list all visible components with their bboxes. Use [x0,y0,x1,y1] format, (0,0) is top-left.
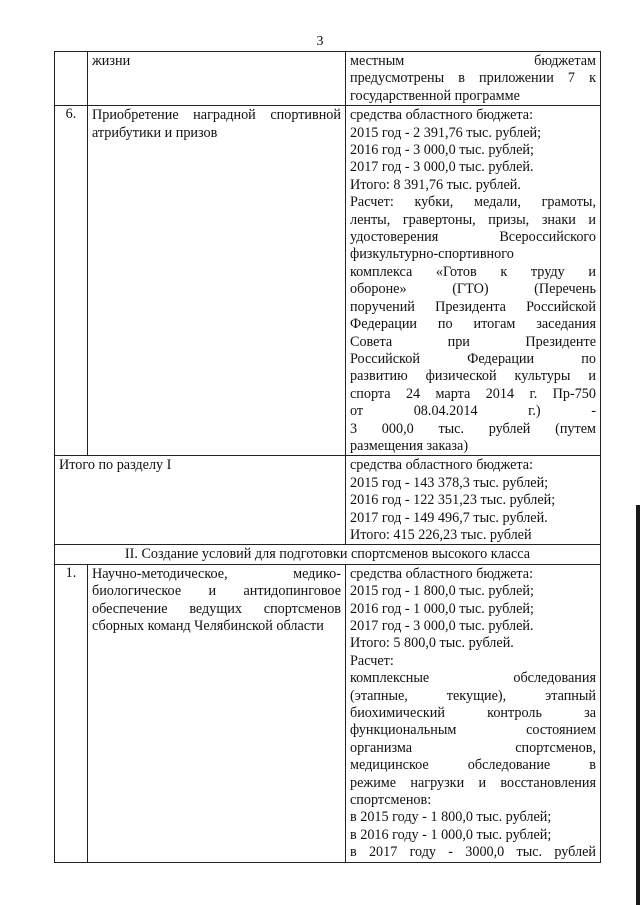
row-number-cell [55,52,88,106]
text-line: развитию физической культуры и [350,368,596,385]
text-line: биохимический контроль за [350,705,596,722]
row-number-cell: 1. [55,564,88,862]
right-cell-item-1 [346,564,601,862]
text-line: 3 000,0 тыс. рублей (путем [350,420,596,437]
text-line: режиме нагрузки и восстановления [350,774,596,791]
text-line: средства областного бюджета: [350,565,534,582]
text-line: организма спортсменов, [350,739,596,756]
text-line: местным бюджетам [350,53,596,69]
text-line: спорта 24 марта 2014 г. Пр-750 [350,385,596,402]
text-line: обороне» (ГТО) (Перечень [350,281,596,298]
text-line: предусмотрены в приложении 7 к [350,70,596,87]
left-text-line: жизни [92,53,131,69]
text-line: комплекса «Готов к труду и [350,263,596,280]
text-line: Итого: 415 226,23 тыс. рублей [350,526,532,543]
section-title: II. Создание условий для подготовки спортсменов высокого класса [55,545,601,564]
text-line: поручений Президента Российской [350,298,596,315]
text-line: Федерации по итогам заседания [350,316,596,333]
text-line: 2015 год - 2 391,76 тыс. рублей; [350,124,542,141]
left-cell-item-6 [88,106,346,456]
text-line: Итого: 8 391,76 тыс. рублей. [350,176,521,193]
right-cell-continuation [346,52,601,106]
scan-edge-artifact [636,505,640,905]
text-line: Российской Федерации по [350,350,596,367]
text-line: 2015 год - 143 378,3 тыс. рублей; [350,474,549,491]
text-line: Итого: 5 800,0 тыс. рублей. [350,635,514,652]
funding-table [54,51,601,863]
text-line: 2016 год - 3 000,0 тыс. рублей; [350,142,534,159]
left-cell-continuation [88,52,346,106]
text-line: (этапные, текущие), этапный [350,687,596,704]
text-line: от 08.04.2014 г.) - [350,403,596,420]
text-line: 2017 год - 3 000,0 тыс. рублей. [350,618,534,634]
text-line: медицинское обследование в [350,757,596,774]
section-total-values [346,456,601,545]
table-row-continuation [55,52,601,106]
left-cell-item-1 [88,564,346,862]
text-line: обеспечение ведущих спортсменов [92,600,341,617]
right-cell-item-6 [346,106,601,456]
text-line: средства областного бюджета: [350,457,534,474]
text-line: физкультурно-спортивного [350,246,514,263]
text-line: 2017 год - 149 496,7 тыс. рублей. [350,509,548,526]
table-row-item-6 [55,106,601,456]
text-line: 2015 год - 1 800,0 тыс. рублей; [350,583,534,600]
text-line: Расчет: [350,652,394,669]
text-line: ленты, гравертоны, призы, знаки и [350,211,596,228]
text-line: Приобретение наградной спортивной [92,107,341,124]
text-line: биологическое и антидопинговое [92,583,341,600]
text-line: сборных команд Челябинской области [92,618,324,634]
table-row-item-1 [55,564,601,862]
text-line: размещения заказа) [350,437,469,454]
text-line: в 2016 году - 1 000,0 тыс. рублей; [350,826,552,843]
page-number: 3 [316,34,324,49]
text-line: в 2015 году - 1 800,0 тыс. рублей; [350,809,552,826]
text-line: Научно-методическое, медико- [92,565,341,582]
text-line: Расчет: кубки, медали, грамоты, [350,194,596,211]
text-line: функциональным состоянием [350,722,596,739]
text-line: атрибутики и призов [92,124,218,141]
text-line: 2017 год - 3 000,0 тыс. рублей. [350,159,534,176]
section-total-label: Итого по разделу I [55,456,346,545]
text-line: 2016 год - 122 351,23 тыс. рублей; [350,492,556,509]
table-row-section-title [55,545,601,564]
text-line: спортсменов: [350,792,432,809]
text-line: Совета при Президенте [350,333,596,350]
text-line: в 2017 году - 3000,0 тыс. рублей [350,844,596,861]
row-number-cell: 6. [55,106,88,456]
text-line: 2016 год - 1 000,0 тыс. рублей; [350,600,534,617]
text-line: комплексные обследования [350,670,596,687]
text-line: средства областного бюджета: [350,107,534,124]
text-line: удостоверения Всероссийского [350,229,596,246]
text-line: государственной программе [350,87,520,104]
table-row-section-total [55,456,601,545]
